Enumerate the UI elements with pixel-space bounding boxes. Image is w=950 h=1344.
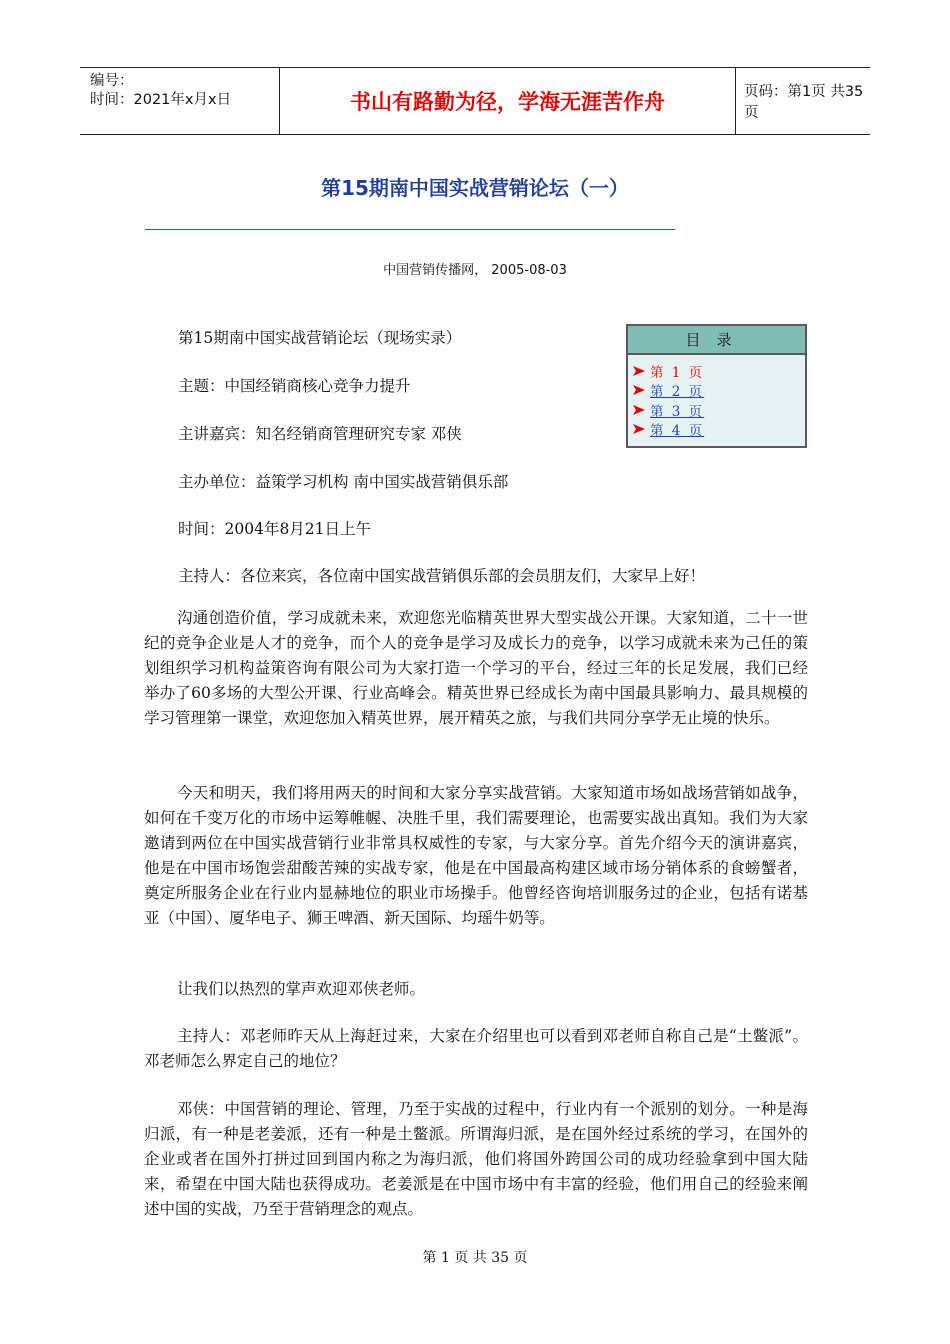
article-title: 第15期南中国实战营销论坛（一） xyxy=(321,176,629,200)
arrow-right-icon xyxy=(632,384,646,396)
arrow-right-icon xyxy=(632,365,646,377)
meta-line-host-greeting: 主持人：各位来宾，各位南中国实战营销俱乐部的会员朋友们，大家早上好！ xyxy=(178,567,706,585)
toc-heading: 目录 xyxy=(628,326,805,355)
date-label: 时间：2021年x月x日 xyxy=(90,92,232,108)
page-footer: 第 1 页 共 35 页 xyxy=(422,1250,528,1266)
meta-line-speaker: 主讲嘉宾：知名经销商管理研究专家 邓侠 xyxy=(178,425,462,443)
header-info-cell xyxy=(80,68,280,134)
toc-item[interactable] xyxy=(632,420,805,440)
arrow-right-icon xyxy=(632,423,646,435)
paragraph-speaker-intro: 今天和明天，我们将用两天的时间和大家分享实战营销。大家知道市场如战场营销如战争，如何在千变万化的市场中运筹帷幄、决胜千里，我们需要理论，也需要实战出真知。我们为大家邀请到两位在中国实战营销行业非常具权威性的专家，与大家分享。首先介绍今天的演讲嘉宾，他是在中国市场饱尝甜酸苦辣的实战专家，他是在中国最高构建区域市场分销体系的食螃蟹者，奠定所服务企业在行业内显赫地位的职业市场操手。他曾经咨询培训服务过的企业，包括有诺基亚（中国）、厦华电子、狮王啤酒、新天国际、均瑶牛奶等。 xyxy=(144,784,808,927)
paragraph-intro: 沟通创造价值，学习成就未来，欢迎您光临精英世界大型实战公开课。大家知道，二十一世纪的竞争企业是人才的竞争，而个人的竞争是学习及成长力的竞争，以学习成就未来为己任的策划组织学习机构益策咨询有限公司为大家打造一个学习的平台，经过三年的长足发展，我们已经举办了60多场的大型公开课、行业高峰会。精英世界已经成长为南中国最具影响力、最具规模的学习管理第一课堂，欢迎您加入精英世界，展开精英之旅，与我们共同分享学无止境的快乐。 xyxy=(144,609,808,727)
paragraph-welcome: 让我们以热烈的掌声欢迎邓侠老师。 xyxy=(177,980,426,998)
table-of-contents xyxy=(626,324,807,448)
toc-link-page-1[interactable]: 第 1 页 xyxy=(650,364,705,381)
source-line: 中国营销传播网， 2005-08-03 xyxy=(383,263,567,278)
header-page-info: 页码：第1页 共35页 xyxy=(744,84,864,121)
page-header xyxy=(80,67,870,135)
meta-line-time: 时间：2004年8月21日上午 xyxy=(178,520,372,538)
meta-line-topic: 主题：中国经销商核心竞争力提升 xyxy=(178,377,411,395)
toc-link-page-2[interactable]: 第 2 页 xyxy=(650,384,705,401)
meta-line-organizer: 主办单位：益策学习机构 南中国实战营销俱乐部 xyxy=(178,473,509,491)
arrow-right-icon xyxy=(632,404,646,416)
toc-link-page-3[interactable]: 第 3 页 xyxy=(650,403,705,420)
paragraph-dengxia-answer: 邓侠：中国营销的理论、管理，乃至于实战的过程中，行业内有一个派别的划分。一种是海归派，有一种是老姜派，还有一种是土鳖派。所谓海归派，是在国外经过系统的学习，在国外的企业或者在国外打拼过回到国内称之为海归派，他们将国外跨国公司的成功经验拿到中国大陆来，希望在中国大陆也获得成功。老姜派是在中国市场中有丰富的经验，他们用自己的经验来阐述中国的实战，乃至于营销理念的观点。 xyxy=(144,1100,808,1218)
toc-item[interactable] xyxy=(632,361,805,381)
toc-item[interactable] xyxy=(632,400,805,420)
title-divider xyxy=(145,229,675,230)
toc-item[interactable] xyxy=(632,381,805,401)
paragraph-host-question: 主持人：邓老师昨天从上海赶过来，大家在介绍里也可以看到邓老师自称自己是“土鳖派”。邓老师怎么界定自己的地位？ xyxy=(144,1027,808,1070)
header-motto: 书山有路勤为径，学海无涯苦作舟 xyxy=(280,68,736,134)
meta-line-forum: 第15期南中国实战营销论坛（现场实录） xyxy=(178,329,462,347)
toc-list xyxy=(628,355,805,439)
toc-link-page-4[interactable]: 第 4 页 xyxy=(650,423,705,440)
number-label: 编号： xyxy=(90,73,134,89)
